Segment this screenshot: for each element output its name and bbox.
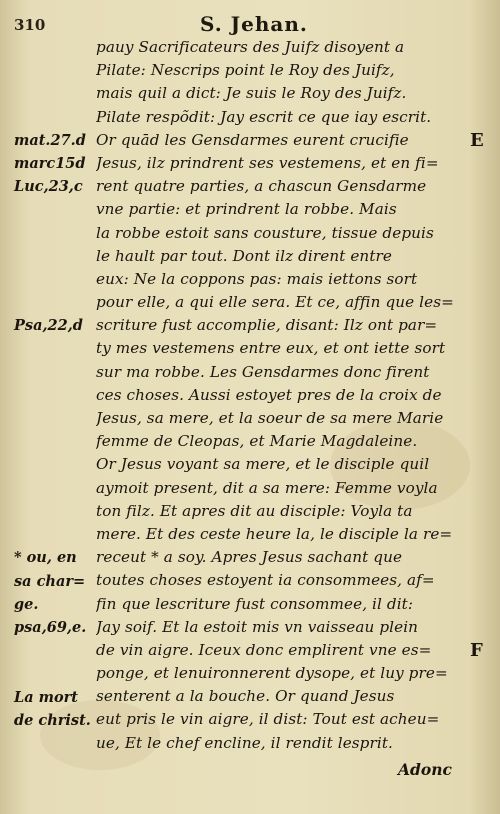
- text-line: vne partie: et prindrent la robbe. Mais: [96, 200, 397, 219]
- margin-note-left: sa char=: [14, 572, 86, 590]
- text-line: scriture fust accomplie, disant: Ilz ont par=: [96, 316, 438, 335]
- margin-note-left: Psa,22,d: [14, 317, 83, 335]
- text-line: fin que lescriture fust consommee, il dit:: [96, 594, 414, 613]
- text-line: Or quād les Gensdarmes eurent crucifie: [96, 130, 409, 149]
- text-line: toutes choses estoyent ia consommees, af=: [96, 571, 435, 590]
- text-line: pauy Sacrificateurs des Juifz disoyent a: [96, 38, 405, 56]
- text-line: eut pris le vin aigre, il dist: Tout est acheu=: [96, 710, 440, 729]
- text-line: Pilate respõdit: Jay escrit ce que iay escrit.: [96, 107, 432, 126]
- main-text-block: [96, 36, 468, 755]
- text-line: mere. Et des ceste heure la, le disciple la re=: [96, 524, 453, 543]
- text-line: ton filz. Et apres dit au disciple: Voyla ta: [96, 501, 413, 520]
- margin-note-right: F: [470, 640, 483, 662]
- text-line: senterent a la bouche. Or quand Jesus: [96, 687, 395, 706]
- margin-note-left: Luc,23,c: [14, 178, 83, 196]
- running-head: S. Jehan.: [200, 12, 308, 36]
- text-line: de vin aigre. Iceux donc emplirent vne es=: [96, 640, 432, 659]
- catchword: Adonc: [398, 760, 452, 779]
- text-line: eux: Ne la coppons pas: mais iettons sort: [96, 269, 418, 288]
- margin-note-left: ge.: [14, 595, 39, 613]
- text-line: Or Jesus voyant sa mere, et le disciple quil: [96, 455, 430, 474]
- text-line: Pilate: Nescrips point le Roy des Juifz,: [96, 61, 395, 80]
- text-line: Jesus, ilz prindrent ses vestemens, et en fi=: [96, 153, 439, 172]
- page-header: [0, 10, 500, 38]
- text-line: Jesus, sa mere, et la soeur de sa mere Marie: [96, 409, 444, 427]
- text-line: le hault par tout. Dont ilz dirent entre: [96, 246, 392, 265]
- text-line: receut * a soy. Apres Jesus sachant que: [96, 548, 403, 567]
- margin-note-left: mat.27.d: [14, 131, 86, 149]
- text-line: pour elle, a qui elle sera. Et ce, affin que les=: [96, 293, 454, 312]
- text-line: femme de Cleopas, et Marie Magdaleine.: [96, 432, 418, 451]
- margin-note-left: La mort: [14, 688, 78, 706]
- text-line: aymoit present, dit a sa mere: Femme voyla: [96, 478, 438, 497]
- text-line: sur ma robbe. Les Gensdarmes donc firent: [96, 362, 430, 381]
- text-line: ty mes vestemens entre eux, et ont iette sort: [96, 339, 446, 358]
- margin-note-left: de christ.: [14, 711, 91, 729]
- text-line: la robbe estoit sans cousture, tissue depuis: [96, 223, 434, 242]
- page-number: 310: [14, 16, 46, 34]
- text-line: ces choses. Aussi estoyet pres de la croix de: [96, 385, 442, 404]
- text-line: Jay soif. Et la estoit mis vn vaisseau plein: [96, 617, 419, 636]
- text-line: mais quil a dict: Je suis le Roy des Juifz.: [96, 84, 407, 103]
- margin-note-right: E: [470, 129, 484, 151]
- text-line: ponge, et lenuironnerent dysope, et luy pre=: [96, 664, 448, 683]
- margin-note-left: * ou, en: [14, 549, 77, 567]
- margin-note-left: psa,69,e.: [14, 619, 87, 636]
- text-line: rent quatre parties, a chascun Gensdarme: [96, 177, 427, 196]
- text-line: ue, Et le chef encline, il rendit lesprit.: [96, 733, 393, 752]
- margin-note-left: marc15d: [14, 155, 86, 172]
